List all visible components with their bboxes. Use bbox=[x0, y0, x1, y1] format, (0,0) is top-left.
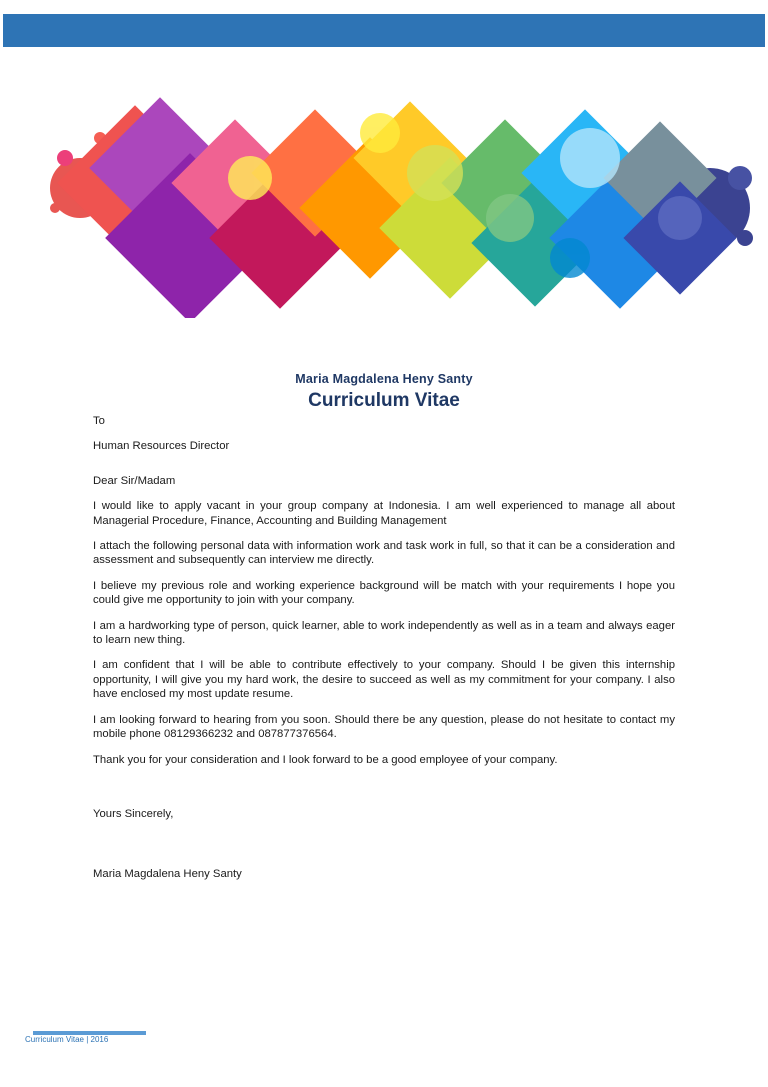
letter-closing: Yours Sincerely, bbox=[93, 807, 174, 820]
author-name: Maria Magdalena Heny Santy bbox=[295, 372, 473, 386]
top-header-band bbox=[3, 14, 765, 47]
letter-paragraph: I would like to apply vacant in your group company at Indonesia. I am well experienced to manage all about Managerial Procedure, Finance, Accounting and Building Management bbox=[93, 500, 675, 527]
footer-text: Curriculum Vitae | 2016 bbox=[25, 1035, 109, 1044]
letter-paragraph: I am confident that I will be able to contribute effectively to your company. Should I be given this internship opportunity, I will give you my hard work, the desire to succeed as well as my commitment for your company. I also have enclosed my most update resume. bbox=[93, 659, 675, 701]
letter-recipient: Human Resources Director bbox=[93, 440, 230, 453]
cover-letter bbox=[93, 414, 675, 882]
colorful-splash-artwork bbox=[40, 68, 760, 318]
letter-signature: Maria Magdalena Heny Santy bbox=[93, 868, 242, 881]
letter-paragraph: I am looking forward to hearing from you soon. Should there be any question, please do not hesitate to contact my mobile phone 08129366232 and 087877376564. bbox=[93, 713, 675, 741]
letter-paragraph: I attach the following personal data with information work and task work in full, so that it can be a consideration and assessment and subsequently can interview me directly. bbox=[93, 540, 675, 567]
letter-paragraph: Thank you for your consideration and I look forward to be a good employee of your company. bbox=[93, 753, 558, 766]
letter-paragraph: I am a hardworking type of person, quick learner, able to work independently as well as in a team and always eager to learn new thing. bbox=[93, 619, 675, 647]
document-title: Curriculum Vitae bbox=[308, 390, 460, 411]
letter-salutation: Dear Sir/Madam bbox=[93, 474, 176, 487]
letter-paragraph: I believe my previous role and working experience background will be match with your requirements I hope you could give me opportunity to join with your company. bbox=[93, 579, 675, 607]
letter-to: To bbox=[93, 415, 105, 427]
